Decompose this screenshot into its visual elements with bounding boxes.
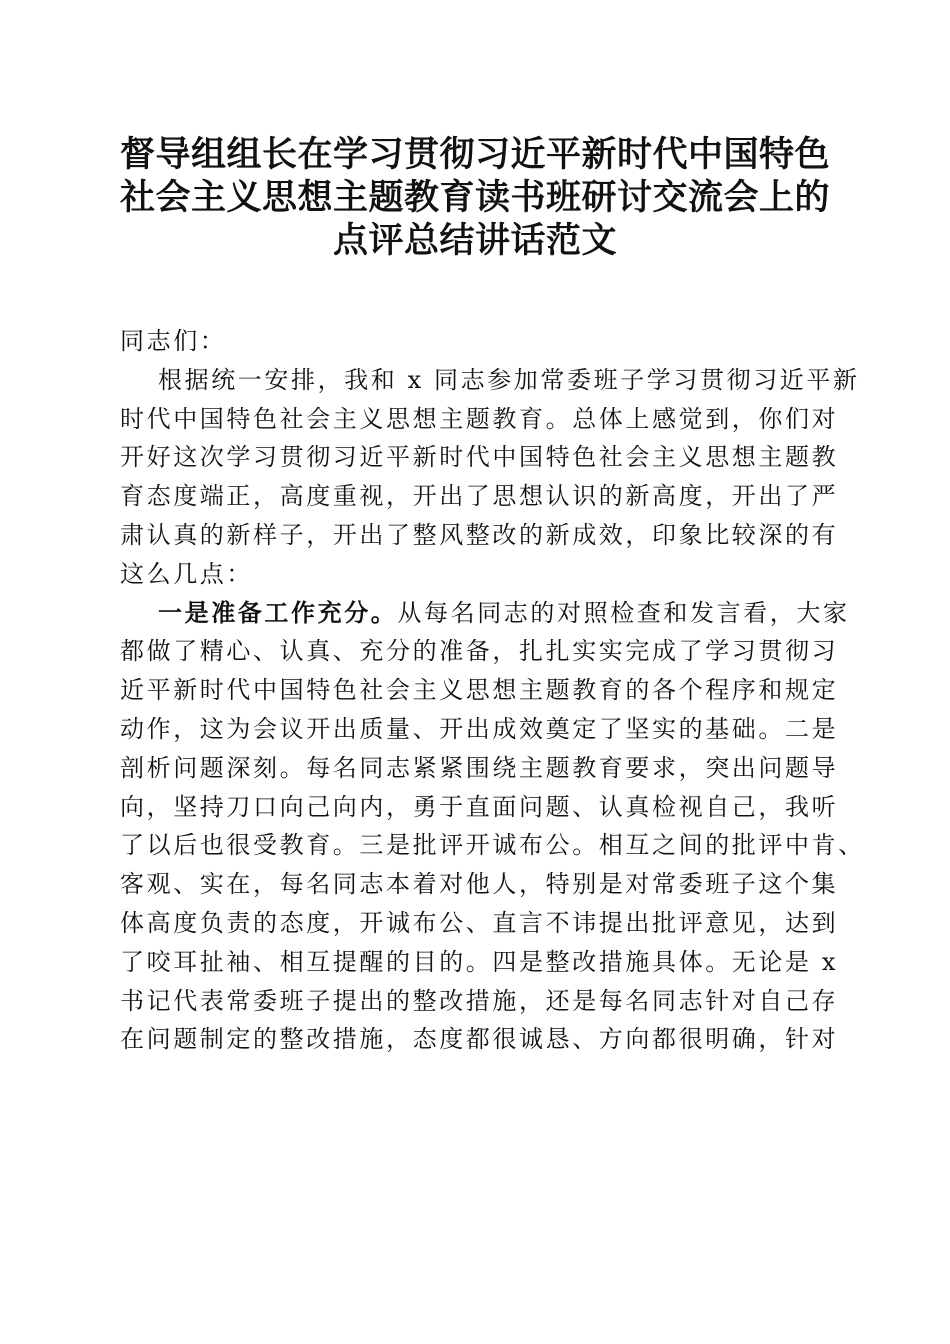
paragraph-first-line	[120, 594, 850, 633]
paragraph-line-rest: 从每名同志的对照检查和发言看，大家	[397, 598, 850, 627]
paragraph-line: 开好这次学习贯彻习近平新时代中国特色社会主义思想主题教	[120, 443, 839, 472]
paragraph-line: 了以后也很受教育。三是批评开诚布公。相互之间的批评中肯、	[120, 831, 865, 860]
title-line: 社会主义思想主题教育读书班研讨交流会上的	[119, 177, 830, 218]
paragraph-line: 剖析问题深刻。每名同志紧紧围绕主题教育要求，突出问题导	[120, 753, 839, 782]
paragraph-line: 客观、实在，每名同志本着对他人，特别是对常委班子这个集	[120, 870, 839, 899]
salutation: 同志们：	[120, 327, 227, 355]
paragraph-line: 时代中国特色社会主义思想主题教育。总体上感觉到，你们对	[120, 404, 839, 433]
title-line: 点评总结讲话范文	[332, 220, 617, 261]
paragraph-line: 了咬耳扯袖、相互提醒的目的。四是整改措施具体。无论是 x	[120, 947, 838, 976]
paragraph-line: 体高度负责的态度，开诚布公、直言不讳提出批评意见，达到	[120, 908, 839, 937]
bold-heading-phrase: 一是准备工作充分。	[158, 597, 398, 627]
paragraph-1	[120, 361, 860, 594]
document-body	[120, 322, 865, 1059]
paragraph-line: 根据统一安排，我和 x 同志参加常委班子学习贯彻习近平新	[158, 365, 860, 394]
paragraph-line: 动作，这为会议开出质量、开出成效奠定了坚实的基础。二是	[120, 714, 839, 743]
paragraph-line: 育态度端正，高度重视，开出了思想认识的新高度，开出了严	[120, 482, 839, 511]
paragraph-line: 近平新时代中国特色社会主义思想主题教育的各个程序和规定	[120, 676, 839, 705]
paragraph-line: 这么几点：	[120, 559, 253, 588]
paragraph-line: 肃认真的新样子，开出了整风整改的新成效，印象比较深的有	[120, 520, 839, 549]
paragraph-2	[120, 594, 865, 1060]
title-line: 督导组组长在学习贯彻习近平新时代中国特色	[119, 134, 830, 175]
paragraph-line: 都做了精心、认真、充分的准备，扎扎实实完成了学习贯彻习	[120, 637, 839, 666]
document-title	[115, 133, 835, 262]
paragraph-line: 在问题制定的整改措施，态度都很诚恳、方向都很明确，针对	[120, 1025, 839, 1054]
paragraph-line: 书记代表常委班子提出的整改措施，还是每名同志针对自己存	[120, 986, 839, 1015]
paragraph-line: 向，坚持刀口向己向内，勇于直面问题、认真检视自己，我听	[120, 792, 839, 821]
